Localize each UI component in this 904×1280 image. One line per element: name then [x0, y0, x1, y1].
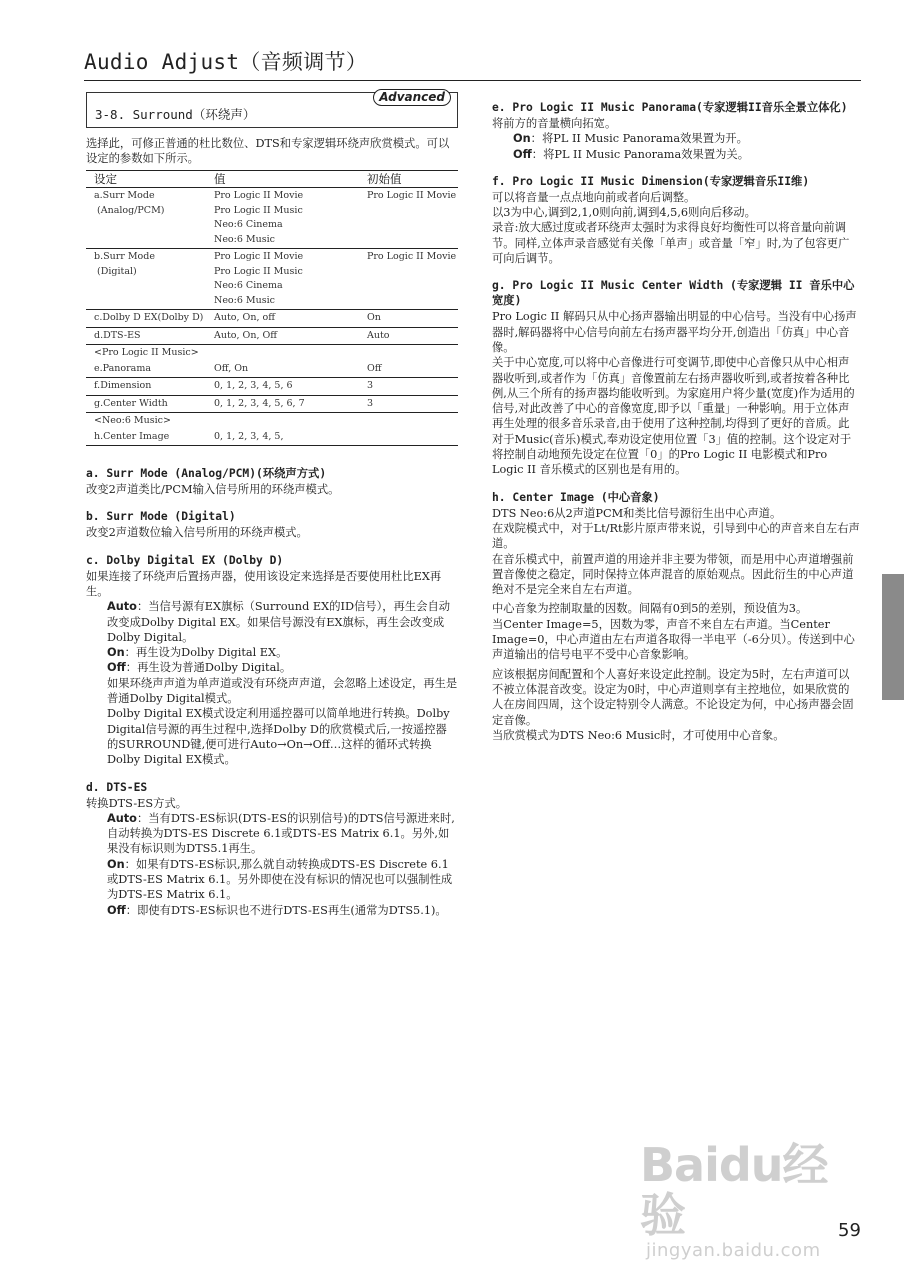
body-g-1: Pro Logic II 解码只从中心扬声器输出明显的中心信号。当没有中心扬声器时,解码器将中心信号向前左右扬声器平均分开,创造出「仿真」中心音像。	[492, 310, 857, 354]
table-row	[86, 310, 458, 328]
body-b: 改变2声道数位输入信号所用的环绕声模式。	[86, 526, 308, 540]
table-group-label: <Neo:6 Music>	[94, 415, 171, 427]
body-f-1: 可以将音量一点点地向前或者向后调整。	[492, 190, 696, 204]
table-cell-setting: d.DTS-ES	[86, 327, 206, 345]
table-cell-setting: g.Center Width	[86, 395, 206, 413]
keyword-on: On	[107, 646, 125, 660]
table-row	[86, 188, 458, 249]
option-on-d	[107, 857, 458, 903]
option-text: ：即使有DTS-ES标识也不进行DTS-ES再生(通常为DTS5.1)。	[125, 903, 447, 917]
keyword-off: Off	[107, 661, 126, 675]
body-h-2: 在戏院模式中，对于Lt/Rt影片原声带来说，引导到中心的声音来自左右声道。	[492, 521, 860, 551]
table-cell-default: Pro Logic II Movie	[359, 188, 458, 249]
body-h-6: 应该根据房间配置和个人喜好来设定此控制。设定为5时，左右声道可以不被立体混音改变。设定为0时，中心声道则享有主控地位，如果欣赏的人在房间四周，这个设定特别令人满意。不论设定为何，中心扬声器会固定音像。	[492, 667, 854, 727]
advanced-badge: Advanced	[373, 89, 451, 106]
page-title: Audio Adjust（音频调节）	[84, 50, 368, 74]
table-cell-setting: h.Center Image	[86, 429, 206, 446]
table-cell-setting: b.Surr Mode (Digital)	[86, 249, 206, 310]
table-cell-value: 0, 1, 2, 3, 4, 5,	[206, 429, 359, 446]
col-header-default: 初始值	[359, 170, 458, 188]
table-row	[86, 249, 458, 310]
col-header-setting: 设定	[86, 170, 206, 188]
body-e: 将前方的音量横向拓宽。	[492, 117, 617, 130]
note-c-2: Dolby Digital EX模式设定利用遥控器可以简单地进行转换。Dolby Digital信号源的再生过程中,选择Dolby D的欣赏模式后,一按遥控器的SURROUND键,便可进行Auto→On→Off…这样的循环式转换Dolby Digital EX模式。	[107, 707, 450, 767]
keyword-on: On	[107, 857, 125, 871]
table-cell-setting: a.Surr Mode (Analog/PCM)	[86, 188, 206, 249]
body-h-4: 中心音象为控制取量的因数。间隔有0到5的差别，预设值为3。	[492, 602, 808, 616]
table-cell-default	[359, 429, 458, 446]
option-list-e	[492, 131, 860, 162]
col-header-value: 值	[206, 170, 359, 188]
body-c: 如果连接了环绕声后置扬声器，使用该设定来选择是否要使用杜比EX再生。	[86, 569, 442, 598]
body-f-2: 以3为中心,调到2,1,0则向前,调到4,5,6则向后移动。	[492, 206, 756, 220]
option-on-c	[107, 645, 458, 660]
watermark-logo: Baidu经验	[640, 1138, 828, 1242]
body-a: 改变2声道类比/PCM输入信号所用的环绕声模式。	[86, 483, 340, 497]
table-cell-value: Auto, On, off	[206, 310, 359, 328]
table-cell-default: On	[359, 310, 458, 328]
heading-g: g. Pro Logic II Music Center Width (专家逻辑 II 音乐中心宽度)	[492, 279, 855, 308]
option-text: ：将PL II Music Panorama效果置为开。	[530, 132, 748, 146]
left-column	[86, 92, 458, 918]
table-cell-default: Pro Logic II Movie	[359, 249, 458, 310]
heading-e: e. Pro Logic II Music Panorama(专家逻辑II音乐全景立体化)	[492, 101, 848, 114]
intro-text: 选择此，可修正普通的杜比数位、DTS和专家逻辑环绕声欣赏模式。可以设定的参数如下所示。	[86, 137, 450, 166]
table-row	[86, 361, 458, 378]
option-list-d	[86, 811, 458, 918]
option-off-d	[107, 903, 458, 918]
table-cell-value: Off, On	[206, 361, 359, 378]
table-cell-value: 0, 1, 2, 3, 4, 5, 6, 7	[206, 395, 359, 413]
note-c-1: 如果环绕声声道为单声道或没有环绕声声道，会忽略上述设定，再生是普通Dolby Digital模式。	[107, 676, 458, 706]
option-text: ：如果有DTS-ES标识,那么就自动转换成DTS-ES Discrete 6.1或DTS-ES Matrix 6.1。另外即使在没有标识的情况也可以强制性成为DTS-ES Matrix 6.1。	[107, 857, 453, 902]
heading-d: d. DTS-ES	[86, 780, 148, 794]
keyword-off: Off	[513, 147, 532, 161]
option-text: ：再生设为Dolby Digital EX。	[124, 646, 288, 660]
watermark-url: jingyan.baidu.com	[646, 1240, 821, 1261]
option-text: ：再生设为普通Dolby Digital。	[125, 661, 292, 675]
option-auto-c	[107, 599, 458, 645]
table-cell-setting: c.Dolby D EX(Dolby D)	[86, 310, 206, 328]
heading-a: a. Surr Mode (Analog/PCM)(环绕声方式)	[86, 467, 327, 481]
table-header-row	[86, 170, 458, 188]
body-h-5: 当Center Image=5，因数为零，声音不来自左右声道。当Center Image=0，中心声道由左右声道各取得一半电平（-6分贝）。传送到中心声道输出的信号电平不受中心音象影响。	[492, 617, 855, 662]
section-title: 3-8. Surround（环绕声）	[95, 107, 256, 122]
body-d: 转换DTS-ES方式。	[86, 796, 188, 810]
body-f-3: 录音:放大感过度或者环绕声太强时为求得良好均衡性可以将音量向前调节。同样,立体声录音感觉有关像「单声」或音量「窄」时,为了包容更广可向后调节。	[492, 221, 850, 266]
option-off-e	[513, 147, 860, 162]
section-header-box	[86, 92, 458, 128]
option-list-c	[86, 599, 458, 767]
settings-table	[86, 170, 458, 447]
table-row	[86, 395, 458, 413]
right-column	[492, 100, 860, 743]
title-rule	[84, 80, 861, 81]
page-number: 59	[838, 1220, 861, 1241]
table-cell-value: Auto, On, Off	[206, 327, 359, 345]
table-cell-setting: f.Dimension	[86, 378, 206, 396]
table-row	[86, 327, 458, 345]
option-off-c	[107, 660, 458, 675]
table-row	[86, 429, 458, 446]
table-cell-default: Auto	[359, 327, 458, 345]
keyword-on: On	[513, 132, 531, 146]
body-g-2: 关于中心宽度,可以将中心音像进行可变调节,即使中心音像只从中心相声器收听到,或者作为「仿真」音像置前左右扬声器收听到,或者按着各种比例,从三个所有的扬声器均能收听到。为家庭用户将少量(宽度)作为适用的信号,对此改善了中心的音像宽度,即予以「重量」一种影响。用于立体声再生处理的很多音乐录音,由于使用了这种控制,均得到了更好的音质。此对于Music(音乐)模式,奉劝设定使用位置「3」值的控制。这个设定对于将控制自动地预先设定在位置「0」的Pro Logic II 电影模式和Pro Logic II 音乐模式的区别也是有用的。	[492, 356, 855, 477]
heading-b: b. Surr Mode (Digital)	[86, 510, 236, 524]
side-index-tab	[882, 574, 904, 700]
table-row	[86, 378, 458, 396]
table-cell-value: Pro Logic II Movie Pro Logic II Music Neo:6 Cinema Neo:6 Music	[206, 188, 359, 249]
table-cell-value: Pro Logic II Movie Pro Logic II Music Neo:6 Cinema Neo:6 Music	[206, 249, 359, 310]
keyword-auto: Auto	[107, 600, 137, 614]
body-h-3: 在音乐模式中，前置声道的用途并非主要为带领，而是用中心声道增强前置音像使之稳定，同时保持立体声混音的原始观点。因此衍生的中心声道绝对不是完全来自左右声道。	[492, 552, 854, 597]
table-cell-value: 0, 1, 2, 3, 4, 5, 6	[206, 378, 359, 396]
option-auto-d	[107, 811, 458, 857]
table-cell-default: Off	[359, 361, 458, 378]
table-cell-setting: e.Panorama	[86, 361, 206, 378]
option-text: ：将PL II Music Panorama效果置为关。	[531, 147, 750, 161]
heading-h: h. Center Image (中心音象)	[492, 490, 660, 504]
body-h-1: DTS Neo:6从2声道PCM和类比信号源衍生出中心声道。	[492, 506, 782, 520]
keyword-off: Off	[107, 903, 126, 917]
option-on-e	[513, 131, 860, 146]
baidu-watermark	[640, 1138, 840, 1261]
table-cell-default: 3	[359, 378, 458, 396]
table-group-label: <Pro Logic II Music>	[94, 347, 199, 359]
table-cell-default: 3	[359, 395, 458, 413]
option-text: ：当信号源有EX旗标（Surround EX的ID信号），再生会自动改变成Dolby Digital EX。如果信号源没有EX旗标，再生会改变成Dolby Digital。	[107, 600, 451, 644]
option-text: ：当有DTS-ES标识(DTS-ES的识别信号)的DTS信号源进来时,自动转换为DTS-ES Discrete 6.1或DTS-ES Matrix 6.1。另外,如果没有标识则为DTS5.1再生。	[107, 811, 455, 856]
keyword-auto: Auto	[107, 811, 137, 825]
heading-f: f. Pro Logic II Music Dimension(专家逻辑音乐II维)	[492, 174, 810, 188]
heading-c: c. Dolby Digital EX (Dolby D)	[86, 553, 284, 567]
body-h-7: 当欣赏模式为DTS Neo:6 Music时，才可使用中心音象。	[492, 728, 785, 742]
table-group-row	[86, 345, 458, 361]
table-group-row	[86, 413, 458, 429]
